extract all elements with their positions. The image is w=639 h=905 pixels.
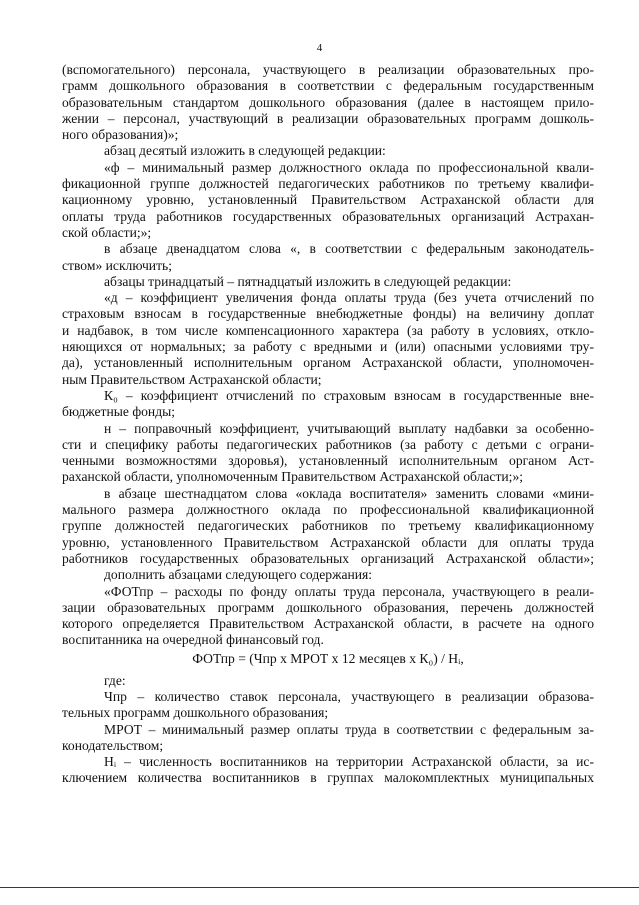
text-line: абзацы тринадцатый – пятнадцатый изложить в следующей редакции: <box>104 273 512 289</box>
text-line: «ф – минимальный размер должностного оклада по профессиональной квали- <box>104 159 594 175</box>
text-line: работников государственных образовательных организаций Астраханской области»; <box>62 550 594 566</box>
text-line: в абзаце двенадцатом слова «, в соответствии с федеральным законодатель- <box>104 241 594 257</box>
text-line: да), установленный исполнительным органом Астраханской области, уполномочен- <box>62 355 594 371</box>
text-line: конодательством; <box>62 737 164 753</box>
text-line: ключением количества воспитанников в группах малокомплектных муниципальных <box>62 770 594 786</box>
document-body <box>62 62 594 787</box>
text-line: ченными возможностями здоровья), установленный исполнительным органом Аст- <box>62 453 594 469</box>
text-line: уровню, установленного Правительством Астраханской области для оплаты труда <box>62 534 594 550</box>
text-line: абзац десятый изложить в следующей редакции: <box>104 143 386 159</box>
text-line: страховым взносам в государственные внебюджетные фонды) на величину доплат <box>62 306 594 322</box>
text-line: дополнить абзацами следующего содержания: <box>104 567 373 583</box>
formula: ФОТпр = (Чпр х МРОТ х 12 месяцев х К₀) / Нᵢ, <box>192 650 464 666</box>
text-line: которого определяется Правительством Астраханской области, в расчете на одного <box>62 616 594 632</box>
text-line: группе должностей педагогических работников по третьему квалификационному <box>62 518 594 534</box>
text-line: ской области;»; <box>62 224 152 240</box>
text-line: ного образования)»; <box>62 127 179 143</box>
text-line: где: <box>104 672 126 688</box>
text-line: бюджетные фонды; <box>62 404 176 420</box>
text-line: грамм дошкольного образования в соответствии с федеральным государственным <box>62 78 594 94</box>
text-line: Чпр – количество ставок персонала, участвующего в реализации образова- <box>104 688 594 704</box>
text-line: в абзаце шестнадцатом слова «оклада воспитателя» заменить словами «мини- <box>104 485 594 501</box>
text-line: «д – коэффициент увеличения фонда оплаты труда (без учета отчислений по <box>104 290 594 306</box>
text-line: «ФОТпр – расходы по фонду оплаты труда персонала, участвующего в реали- <box>104 583 594 599</box>
text-line: и надбавок, в том числе компенсационного характера (за работу в условиях, откло- <box>62 322 594 338</box>
text-line: няющихся от нормальных; за работу с вредными и (или) опасными условиями тру- <box>62 339 594 355</box>
page-number: 4 <box>316 42 323 54</box>
text-line: (вспомогательного) персонала, участвующего в реализации образовательных про- <box>62 62 594 77</box>
text-line: Нᵢ – численность воспитанников на территории Астраханской области, за ис- <box>104 754 594 770</box>
text-line: оплаты труда работников государственных образовательных организаций Астрахан- <box>62 208 594 224</box>
text-line: кационному уровню, установленный Правительством Астраханской области для <box>62 192 594 208</box>
text-line: фикационной группе должностей педагогических работников по третьему квалифи- <box>62 176 594 192</box>
text-line: тельных программ дошкольного образования; <box>62 705 329 721</box>
text-line: ством» исключить; <box>62 257 172 273</box>
text-line: К₀ – коэффициент отчислений по страховым взносам в государственные вне- <box>104 387 594 403</box>
text-line: образовательным стандартом дошкольного образования (далее в настоящем прило- <box>62 94 594 110</box>
text-line: раханской области, уполномоченным Правительством Астраханской области;»; <box>62 469 524 485</box>
text-line: зации образовательных программ дошкольного образования, перечень должностей <box>62 599 594 615</box>
text-line: н – поправочный коэффициент, учитывающий выплату надбавки за особенно- <box>104 420 594 436</box>
text-line: сти и специфику работы педагогических работников (за работу с детьми с ограни- <box>62 436 594 452</box>
text-line: мального размера должностного оклада по профессиональной квалификационной <box>62 502 594 518</box>
text-line: воспитанника на очередной финансовый год. <box>62 632 324 648</box>
footer-divider <box>0 887 639 888</box>
text-line: ным Правительством Астраханской области; <box>62 371 322 387</box>
text-line: МРОТ – минимальный размер оплаты труда в соответствии с федеральным за- <box>104 721 594 737</box>
text-line: жении – персонал, участвующий в реализации образовательных программ дошколь- <box>62 110 594 126</box>
